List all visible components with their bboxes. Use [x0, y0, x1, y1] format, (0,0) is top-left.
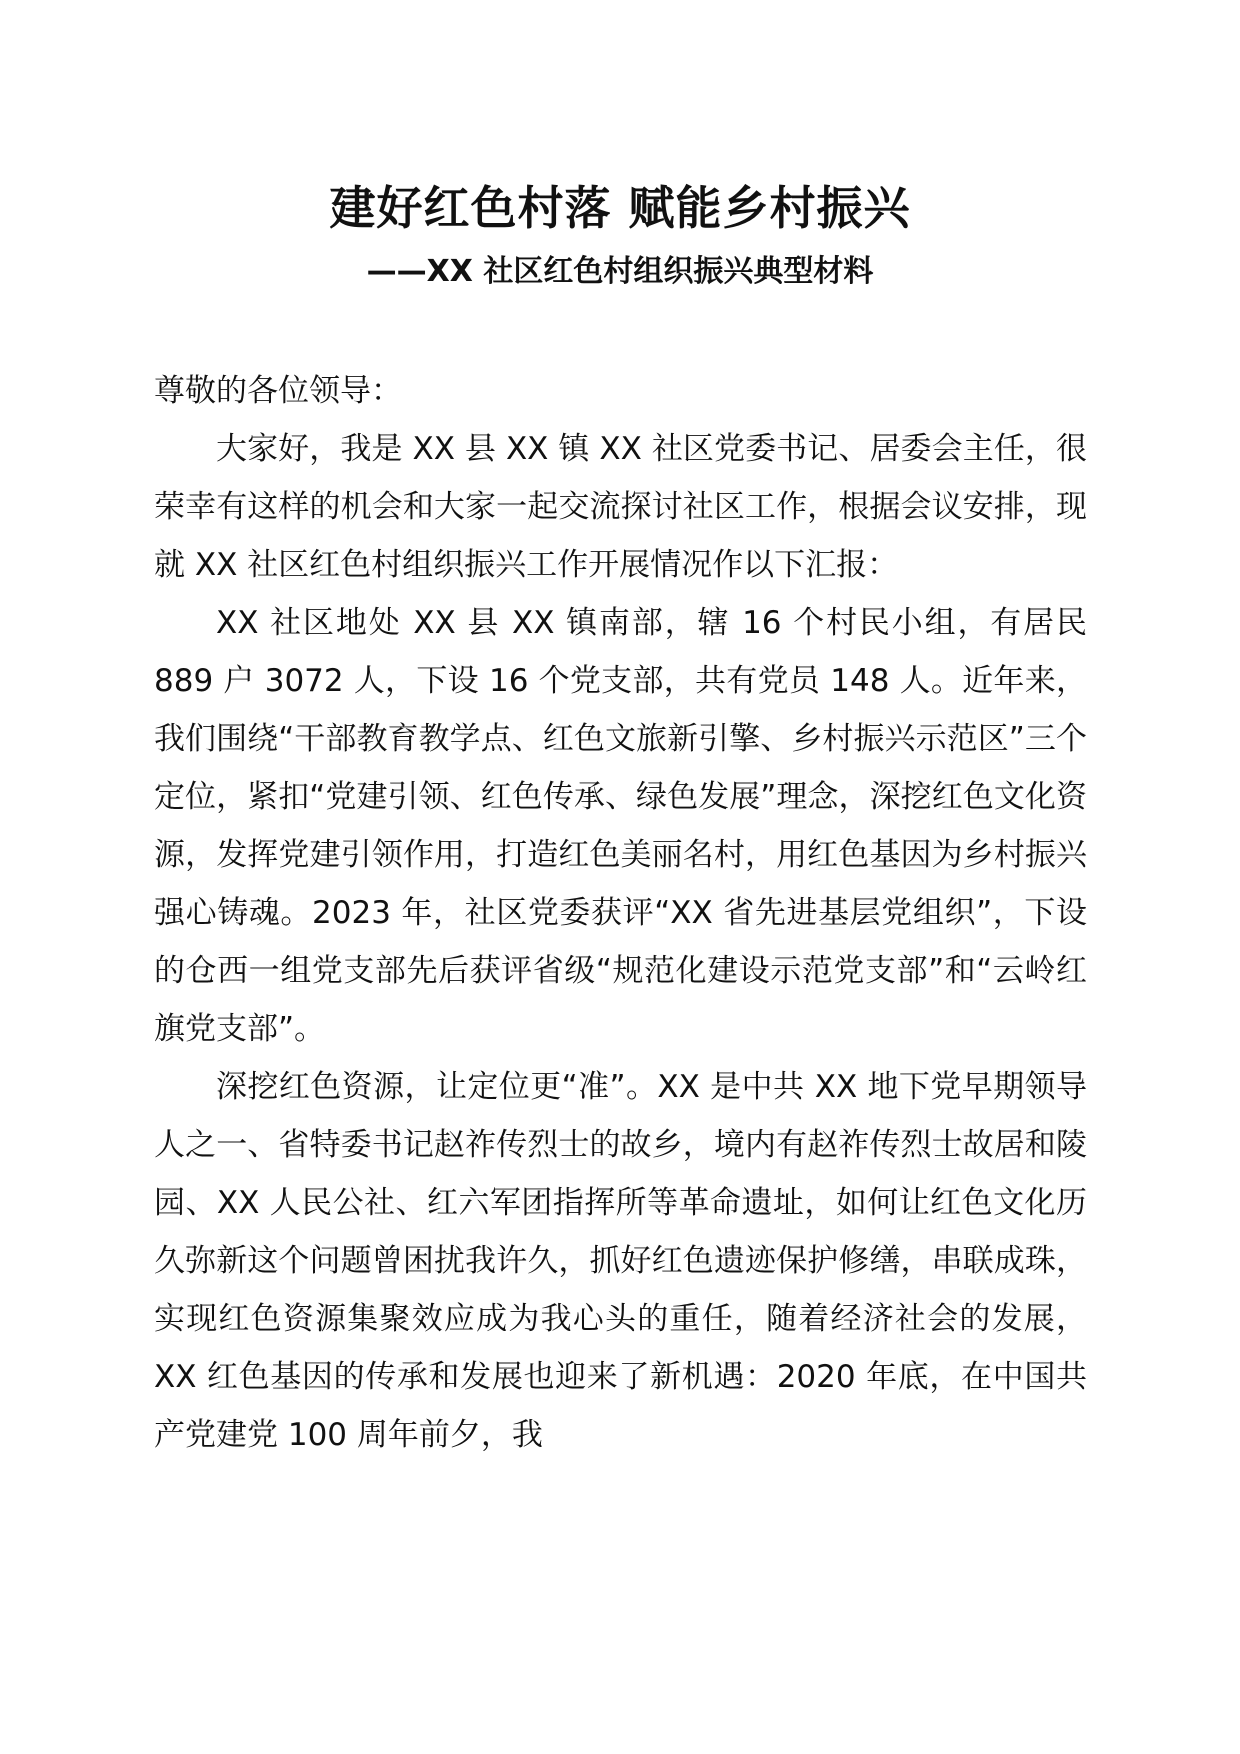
paragraph-community-overview: XX 社区地处 XX 县 XX 镇南部，辖 16 个村民小组，有居民 889 户 3072 人，下设 16 个党支部，共有党员 148 人。近年来，我们围绕“干部教育教学点、红色文旅新引擎、乡村振兴示范区”三个定位，紧扣“党建引领、红色传承、绿色发展”理念，深挖红色文化资源，发挥党建引领作用，打造红色美丽名村，用红色基因为乡村振兴强心铸魂。2023 年，社区党委获评“XX 省先进基层党组织”，下设的仓西一组党支部先后获评省级“规范化建设示范党支部”和“云岭红旗党支部”。 — [154, 605, 1087, 1047]
paragraph-red-resources: 深挖红色资源，让定位更“准”。XX 是中共 XX 地下党早期领导人之一、省特委书记赵祚传烈士的故乡，境内有赵祚传烈士故居和陵园、XX 人民公社、红六军团指挥所等革命遗址，如何让红色文化历久弥新这个问题曾困扰我许久，抓好红色遗迹保护修缮，串联成珠，实现红色资源集聚效应成为我心头的重任，随着经济社会的发展，XX 红色基因的传承和发展也迎来了新机遇：2020 年底，在中国共产党建党 100 周年前夕，我 — [154, 1069, 1087, 1453]
document-title: 建好红色村落 赋能乡村振兴 — [329, 181, 911, 235]
document-body — [154, 362, 1087, 1464]
paragraph-greeting: 大家好，我是 XX 县 XX 镇 XX 社区党委书记、居委会主任，很荣幸有这样的机会和大家一起交流探讨社区工作，根据会议安排，现就 XX 社区红色村组织振兴工作开展情况作以下汇报： — [154, 431, 1087, 583]
salutation: 尊敬的各位领导： — [154, 373, 402, 409]
document-subtitle: ——XX 社区红色村组织振兴典型材料 — [366, 254, 874, 289]
